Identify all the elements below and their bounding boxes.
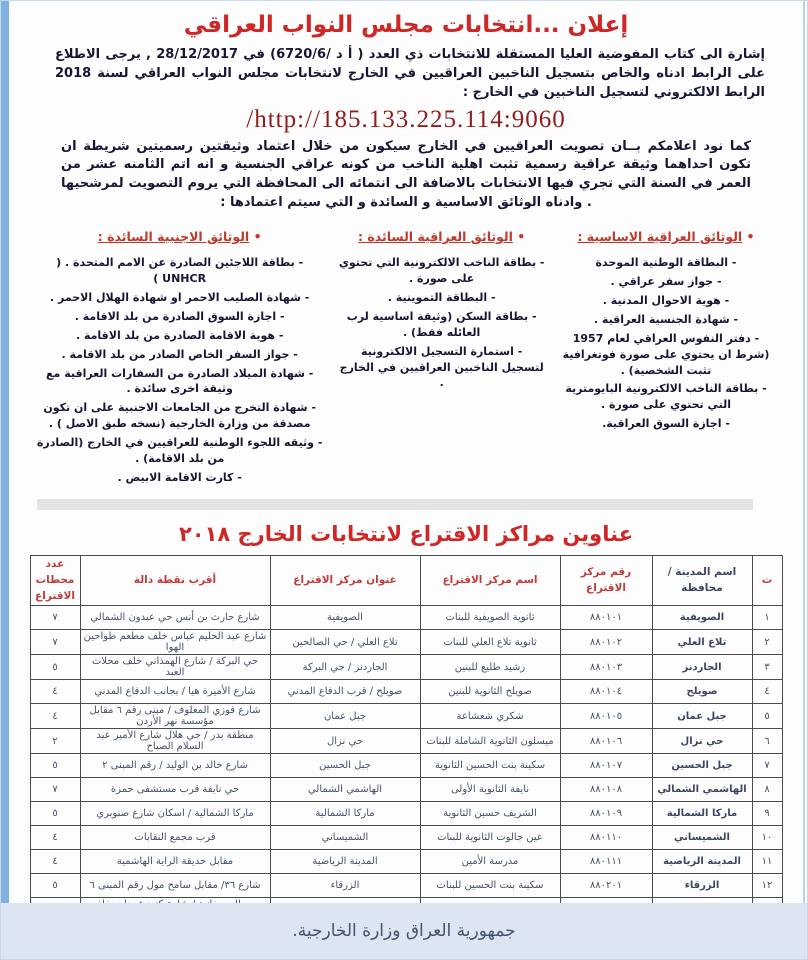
table-cell: الشميساني: [652, 826, 752, 850]
table-row: [30, 630, 782, 655]
document-list-item: - جواز سفر عراقي .: [559, 274, 773, 290]
table-cell: ٣: [752, 655, 782, 680]
document-list-item: - البطاقة التموينية .: [338, 290, 545, 306]
document-list-item: - هوية الاقامة الصادرة من بلد الاقامة .: [35, 328, 324, 344]
polling-table-body: [30, 606, 782, 923]
table-cell: ٥: [30, 874, 80, 898]
table-cell: ٨: [752, 778, 782, 802]
table-cell: صويلح الثانوية للبنين: [420, 680, 560, 704]
table-cell: ١٠: [752, 826, 782, 850]
document-lists-section: [35, 229, 773, 489]
table-cell: نايفة الثانوية الأولى: [420, 778, 560, 802]
table-cell: حي البركة / شارع الهمذاني خلف محلات العبد: [80, 655, 270, 680]
document-list-item: - استمارة التسجيل الالكترونية لتسجيل الناخبين العراقيين في الخارج .: [338, 344, 545, 392]
table-cell: حي نايفة قرب مستشفى حمزة: [80, 778, 270, 802]
table-cell: سكينة بنت الحسين للبنات: [420, 874, 560, 898]
table-cell: ٨٨٠١٠٦: [560, 729, 652, 754]
registration-url: [21, 106, 791, 134]
table-cell: الهاشمي الشمالي: [652, 778, 752, 802]
iraqi-basic-documents-list: [559, 229, 773, 489]
table-cell: ماركا الشمالية: [652, 802, 752, 826]
body-paragraph: كما نود اعلامكم بــان تصويت العراقيين في الخارج سيكون من خلال اعتماد وثيقتين رسميتين شريطة ان تكون احداهما وثيقة عراقية رسمية تثبت اهلية الناخب من كونه عراقي الجنسية و انه اتم الثامنه عشر من العمر في السنة التي تجري فيها الانتخابات بالاضافة الى انتمائه الى المحافظة التي يروم التصويت لمرشحيها . وادناه الوثائق الاساسية و السائدة و التي سيتم اعتمادها :: [61, 138, 751, 211]
table-cell: ٦: [752, 729, 782, 754]
table-cell: ثانوية الصويفية للبنات: [420, 606, 560, 630]
footer-text: جمهورية العراق وزارة الخارجية.: [292, 921, 516, 941]
polling-table-column-header: أقرب نقطة دالة: [80, 556, 270, 606]
polling-table-column-header: عدد محطات الاقتراع: [30, 556, 80, 606]
document-list-item: - بطاقة الناخب الالكترونية التي تحتوي على صورة .: [338, 255, 545, 287]
table-cell: شارع الأميرة هيا / بجانب الدفاع المدني: [80, 680, 270, 704]
table-row: [30, 729, 782, 754]
table-cell: ثانوية تلاع العلي للبنات: [420, 630, 560, 655]
table-cell: ٨٨٠١٠٧: [560, 754, 652, 778]
table-cell: ٤: [30, 826, 80, 850]
list-title-text: الوثائق العراقية السائدة :: [358, 228, 513, 244]
document-list-item: - جواز السفر الخاص الصادر من بلد الاقامة .: [35, 347, 324, 363]
table-cell: الزرقاء: [652, 874, 752, 898]
bullet-icon: •: [746, 228, 755, 244]
table-cell: المدينة الرياضية: [652, 850, 752, 874]
table-cell: ٨٨٠٢٠١: [560, 874, 652, 898]
table-cell: الصويفية: [270, 606, 420, 630]
table-cell: صويلح / قرب الدفاع المدني: [270, 680, 420, 704]
list-title: [338, 229, 545, 244]
table-cell: الصويفية: [652, 606, 752, 630]
table-cell: الشريف حسين الثانوية: [420, 802, 560, 826]
table-cell: سكينة بنت الحسين الثانوية: [420, 754, 560, 778]
polling-table-column-header: ت: [752, 556, 782, 606]
table-row: [30, 802, 782, 826]
bullet-icon: •: [253, 228, 262, 244]
table-row: [30, 680, 782, 704]
table-row: [30, 850, 782, 874]
document-list-item: - بطاقة السكن (وثيقة اساسية لرب العائله فقط) .: [338, 309, 545, 341]
table-cell: شارع ٣٦/ مقابل سامح مول رقم المبنى ٦: [80, 874, 270, 898]
table-cell: الهاشمي الشمالي: [270, 778, 420, 802]
table-cell: الزرقاء: [270, 874, 420, 898]
list-title-text: الوثائق العراقية الاساسية :: [577, 228, 743, 244]
table-cell: شارع عبد الحليم عباس خلف مطعم طواحين الهوا: [80, 630, 270, 655]
list-items: [338, 255, 545, 392]
table-cell: ٨٨٠١٠٨: [560, 778, 652, 802]
table-row: [30, 778, 782, 802]
table-cell: رشيد طليع للبنين: [420, 655, 560, 680]
table-cell: ٨٨٠١٠٩: [560, 802, 652, 826]
table-row: [30, 606, 782, 630]
table-cell: ٢: [30, 729, 80, 754]
table-cell: ٥: [30, 802, 80, 826]
document-list-item: - كارت الاقامة الابيض .: [35, 470, 324, 486]
polling-table-column-header: اسم مركز الاقتراع: [420, 556, 560, 606]
list-title-text: الوثائق الاجنبية السائدة :: [97, 228, 250, 244]
table-cell: مدرسة الأمين: [420, 850, 560, 874]
document-list-item: - شهادة الميلاد الصادرة من السفارات العراقية مع وثيقة اخرى سائدة .: [35, 366, 324, 398]
document-list-item: - بطاقة اللاجئين الصادرة عن الامم المتحدة . ( UNHCR ): [35, 255, 324, 287]
table-cell: جبل الحسين: [270, 754, 420, 778]
table-cell: ٥: [30, 655, 80, 680]
document-list-item: - شهادة الصليب الاحمر او شهادة الهلال الاحمر .: [35, 290, 324, 306]
table-cell: ٤: [30, 850, 80, 874]
table-cell: ١: [752, 606, 782, 630]
table-cell: ماركا الشمالية / اسكان شارع صنوبري: [80, 802, 270, 826]
table-cell: ٧: [30, 630, 80, 655]
table-cell: الشميساني: [270, 826, 420, 850]
table-cell: ٨٨٠١١٠: [560, 826, 652, 850]
polling-centers-table: [30, 555, 783, 923]
table-cell: تلاع العلي: [652, 630, 752, 655]
table-cell: جبل عمان: [652, 704, 752, 729]
document-list-item: - هوية الاحوال المدنية .: [559, 293, 773, 309]
table-cell: جبل عمان: [270, 704, 420, 729]
table-cell: ٥: [752, 704, 782, 729]
bullet-icon: •: [517, 228, 526, 244]
polling-table-title: عناوين مراكز الاقتراع لانتخابات الخارج ٢٠١٨: [178, 522, 634, 547]
table-cell: ٢: [752, 630, 782, 655]
page-title: إعلان ...انتخابات مجلس النواب العراقي: [183, 12, 629, 38]
document-list-item: - وثيقه اللجوء الوطنية للعراقيين في الخارج (الصادرة من بلد الاقامة) .: [35, 435, 324, 467]
table-cell: شارع خالد بن الوليد / رقم المبنى ٢: [80, 754, 270, 778]
registration-url-link[interactable]: http://185.133.225.114:9060/: [246, 105, 566, 133]
scan-artifact-divider: [37, 499, 753, 510]
table-cell: عين جالوت الثانوية للبنات: [420, 826, 560, 850]
table-cell: ٨٨٠١٠٥: [560, 704, 652, 729]
iraqi-supporting-documents-list: [338, 229, 545, 489]
table-cell: ماركا الشمالية: [270, 802, 420, 826]
document-list-item: - اجازة السوق العراقية.: [559, 416, 773, 432]
table-cell: ٩: [752, 802, 782, 826]
table-cell: حي نزال: [270, 729, 420, 754]
table-cell: صويلح: [652, 680, 752, 704]
table-row: [30, 754, 782, 778]
table-cell: ٧: [30, 606, 80, 630]
list-items: [35, 255, 324, 486]
list-items: [559, 255, 773, 432]
document-list-item: - دفتر النفوس العراقي لعام 1957 (شرط ان يحتوي على صورة فوتغرافية تثبت الشخصية) .: [559, 331, 773, 379]
table-cell: قرب مجمع النقابات: [80, 826, 270, 850]
table-row: [30, 874, 782, 898]
table-cell: الجاردنز / حي البركة: [270, 655, 420, 680]
table-cell: جبل الحسين: [652, 754, 752, 778]
table-cell: شكري شعشاعة: [420, 704, 560, 729]
table-cell: شارع حارث بن أنس حي عبدون الشمالي: [80, 606, 270, 630]
table-cell: مقابل حديقة الراية الهاشمية: [80, 850, 270, 874]
table-cell: ٤: [30, 704, 80, 729]
table-cell: ٨٨٠١٠٤: [560, 680, 652, 704]
document-list-item: - اجازة السوق الصادرة من بلد الاقامة .: [35, 309, 324, 325]
table-cell: شارع فوزي المعلوف / مبنى رقم ٦ مقابل مؤسسة نهر الأردن: [80, 704, 270, 729]
table-cell: حي نزال: [652, 729, 752, 754]
table-cell: ٨٨٠١٠٢: [560, 630, 652, 655]
table-cell: ٨٨٠١٠٣: [560, 655, 652, 680]
polling-table-column-header: رقم مركز الاقتراع: [560, 556, 652, 606]
table-cell: ١٢: [752, 874, 782, 898]
foreign-supporting-documents-list: [35, 229, 324, 489]
table-row: [30, 655, 782, 680]
table-cell: المدينة الرياضية: [270, 850, 420, 874]
table-cell: ميسلون الثانوية الشاملة للبنات: [420, 729, 560, 754]
table-cell: ٨٨٠١١١: [560, 850, 652, 874]
list-title: [35, 229, 324, 244]
polling-table-column-header: اسم المدينة / محافظة: [652, 556, 752, 606]
footer-bar: [1, 903, 807, 959]
table-cell: ٧: [30, 778, 80, 802]
table-cell: ٥: [30, 754, 80, 778]
table-cell: ٤: [30, 680, 80, 704]
table-row: [30, 704, 782, 729]
table-cell: ٧: [752, 754, 782, 778]
table-row: [30, 826, 782, 850]
intro-paragraph: إشارة الى كتاب المفوضية العليا المستقلة للانتخابات ذي العدد ( أ د /6720/6) في 28/12/2017 , يرجى الاطلاع على الرابط ادناه والخاص بتسجيل الناخبين العراقيين في الخارج لانتخابات مجلس النواب العراقي لسنة 2018 الرابط الالكتروني لتسجيل الناخبين في الخارج :: [55, 47, 765, 100]
table-cell: ٨٨٠١٠١: [560, 606, 652, 630]
polling-table-column-header: عنوان مركز الاقتراع: [270, 556, 420, 606]
table-cell: تلاع العلي / حي الصالحين: [270, 630, 420, 655]
table-cell: ١١: [752, 850, 782, 874]
document-list-item: - البطاقة الوطنية الموحدة: [559, 255, 773, 271]
table-cell: منطقة بدر / حي هلال شارع الأمير عبد السلام الصباح: [80, 729, 270, 754]
list-title: [559, 229, 773, 244]
polling-table-header-row: [30, 556, 782, 606]
document-list-item: - شهادة التخرج من الجامعات الاجنبية على ان تكون مصدقة من وزارة الخارجية (نسخه طبق الاصل ) .: [35, 400, 324, 432]
table-cell: الجاردنز: [652, 655, 752, 680]
table-cell: ٤: [752, 680, 782, 704]
document-list-item: - بطاقة الناخب الالكترونية البايومترية التي تحتوي على صورة .: [559, 381, 773, 413]
document-list-item: - شهادة الجنسية العراقية .: [559, 312, 773, 328]
